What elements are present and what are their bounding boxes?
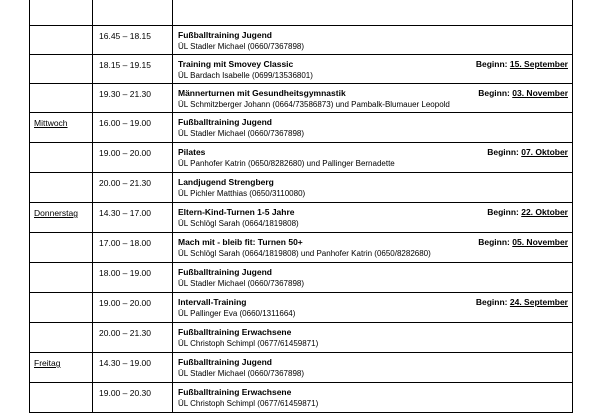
- content-cell: [173, 203, 573, 233]
- leader-line: ÜL Pallinger Eva (0660/1311664): [178, 309, 296, 318]
- time-cell: 19.00 – 20.00: [93, 143, 173, 173]
- content-cell: [173, 323, 573, 353]
- leader-line: ÜL Christoph Schimpl (0677/61459871): [178, 399, 319, 408]
- start-label: Beginn:: [487, 147, 519, 157]
- schedule-row: [30, 84, 573, 113]
- start-label: Beginn:: [487, 207, 519, 217]
- course-title: Intervall-Training: [178, 297, 247, 307]
- start-date: 22. Oktober: [521, 207, 568, 217]
- course-title: Eltern-Kind-Turnen 1-5 Jahre: [178, 207, 295, 217]
- content-cell: [173, 353, 573, 383]
- day-cell: [30, 173, 93, 203]
- leader-line: ÜL Stadler Michael (0660/7367898): [178, 129, 305, 138]
- leader-line: ÜL Stadler Michael (0660/7367898): [178, 42, 305, 51]
- day-cell: [30, 143, 93, 173]
- time-cell: 16.00 – 19.00: [93, 113, 173, 143]
- schedule-row: [30, 233, 573, 263]
- start-info: [478, 237, 568, 248]
- content-cell: [173, 143, 573, 173]
- title-line: [178, 357, 568, 368]
- time-cell: 20.00 – 21.30: [93, 323, 173, 353]
- leader-line: ÜL Pichler Matthias (0650/3110080): [178, 189, 306, 198]
- content-cell: [173, 233, 573, 263]
- time-cell: 20.00 – 21.30: [93, 173, 173, 203]
- day-cell: [30, 263, 93, 293]
- day-cell: [30, 26, 93, 55]
- content-cell: [173, 383, 573, 413]
- time-cell: 18.00 – 19.00: [93, 263, 173, 293]
- content-cell: [173, 26, 573, 55]
- course-title: Fußballtraining Erwachsene: [178, 387, 292, 397]
- start-info: [487, 147, 568, 158]
- start-date: 15. September: [509, 59, 568, 69]
- leader-line: ÜL Schmitzberger Johann (0664/73586873) und Pambalk-Blumauer Leopold: [178, 100, 450, 109]
- content-cell: [173, 293, 573, 323]
- title-line: [178, 207, 568, 218]
- leader-line: ÜL Panhofer Katrin (0650/8282680) und Pallinger Bernadette: [178, 159, 395, 168]
- time-cell: 14.30 – 19.00: [93, 353, 173, 383]
- time-cell: 14.30 – 17.00: [93, 203, 173, 233]
- schedule-row: [30, 323, 573, 353]
- title-line: [178, 177, 568, 188]
- leader-line: ÜL Christoph Schimpl (0677/61459871): [178, 339, 319, 348]
- schedule-body: [30, 0, 573, 413]
- schedule-row: [30, 203, 573, 233]
- time-cell: 19.30 – 21.30: [93, 84, 173, 113]
- title-line: [178, 117, 568, 128]
- course-title: Landjugend Strengberg: [178, 177, 274, 187]
- title-line: [178, 59, 568, 70]
- day-cell: [30, 233, 93, 263]
- course-title: Pilates: [178, 147, 206, 157]
- content-cell: [173, 84, 573, 113]
- start-info: [487, 207, 568, 218]
- time-cell: 16.45 – 18.15: [93, 26, 173, 55]
- time-cell: 18.15 – 19.15: [93, 55, 173, 84]
- day-cell: [30, 84, 93, 113]
- start-date: 05. November: [512, 237, 568, 247]
- course-title: Fußballtraining Jugend: [178, 267, 272, 277]
- leader-line: ÜL Schlögl Sarah (0664/1819808): [178, 219, 299, 228]
- schedule-row: [30, 143, 573, 173]
- course-title: Fußballtraining Jugend: [178, 30, 272, 40]
- content-cell: [173, 263, 573, 293]
- schedule-row: [30, 55, 573, 84]
- time-cell: 19.00 – 20.00: [93, 293, 173, 323]
- day-cell: Mittwoch: [30, 113, 93, 143]
- schedule-row: [30, 0, 573, 26]
- course-title: Fußballtraining Jugend: [178, 357, 272, 367]
- start-label: Beginn:: [475, 297, 508, 307]
- course-title: Fußballtraining Erwachsene: [178, 327, 292, 337]
- leader-line: ÜL Bardach Isabelle (0699/13536801): [178, 71, 313, 80]
- day-cell: [30, 55, 93, 84]
- day-cell: [30, 383, 93, 413]
- course-title: Fußballtraining Jugend: [178, 117, 272, 127]
- schedule-row: [30, 353, 573, 383]
- start-date: 03. November: [512, 88, 568, 98]
- leader-line: ÜL Stadler Michael (0660/7367898): [178, 279, 305, 288]
- time-cell: 19.00 – 20.30: [93, 383, 173, 413]
- content-cell: [173, 0, 573, 26]
- title-line: [178, 30, 568, 41]
- leader-line: ÜL Stadler Michael (0660/7367898): [178, 369, 305, 378]
- content-cell: [173, 55, 573, 84]
- title-line: [178, 88, 568, 99]
- schedule-table: [29, 0, 573, 413]
- title-line: [178, 387, 568, 398]
- start-info: [478, 88, 568, 99]
- title-line: [178, 237, 568, 248]
- course-title: Mach mit - bleib fit: Turnen 50+: [178, 237, 303, 247]
- content-cell: [173, 173, 573, 203]
- title-line: [178, 327, 568, 338]
- start-label: Beginn:: [475, 59, 508, 69]
- course-title: Männerturnen mit Gesundheitsgymnastik: [178, 88, 346, 98]
- start-date: 07. Oktober: [521, 147, 568, 157]
- day-cell: Freitag: [30, 353, 93, 383]
- time-cell: 17.00 – 18.00: [93, 233, 173, 263]
- start-date: 24. September: [509, 297, 568, 307]
- start-info: [476, 297, 568, 308]
- start-label: Beginn:: [478, 88, 510, 98]
- day-cell: [30, 0, 93, 26]
- schedule-row: [30, 293, 573, 323]
- title-line: [178, 147, 568, 158]
- schedule-row: [30, 263, 573, 293]
- schedule-row: [30, 383, 573, 413]
- course-title: Training mit Smovey Classic: [178, 59, 294, 69]
- start-info: [476, 59, 568, 70]
- start-label: Beginn:: [478, 237, 510, 247]
- day-cell: [30, 293, 93, 323]
- title-line: [178, 267, 568, 278]
- leader-line: ÜL Schlögl Sarah (0664/1819808) und Panhofer Katrin (0650/8282680): [178, 249, 431, 258]
- schedule-row: [30, 173, 573, 203]
- day-cell: Donnerstag: [30, 203, 93, 233]
- time-cell: [93, 0, 173, 26]
- day-cell: [30, 323, 93, 353]
- content-cell: [173, 113, 573, 143]
- schedule-row: [30, 26, 573, 55]
- title-line: [178, 297, 568, 308]
- schedule-row: [30, 113, 573, 143]
